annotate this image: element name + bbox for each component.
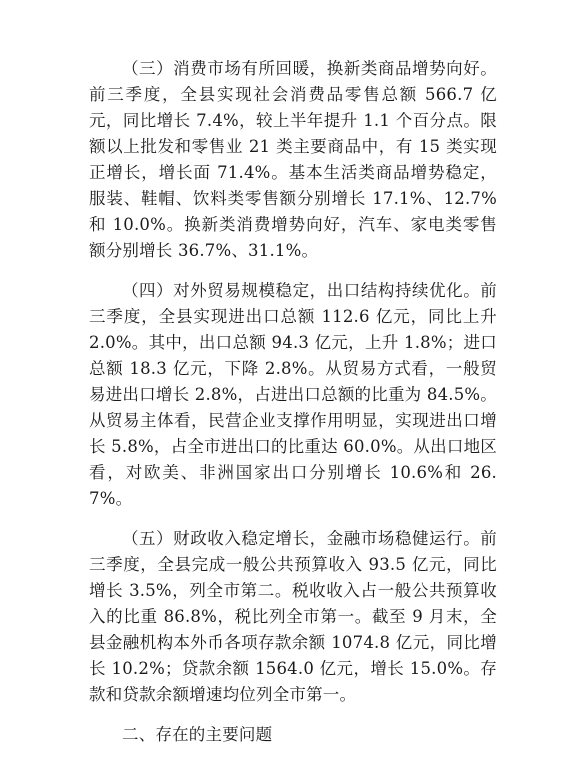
section-heading: 二、存在的主要问题: [122, 725, 273, 744]
paragraph-foreign-trade: （四）对外贸易规模稳定，出口结构持续优化。前三季度，全县实现进出口总额 112.6 亿元，同比上升 2.0%。其中，出口总额 94.3 亿元，上升 1.8%；进口总额 18.3 亿元，下降 2.8%。从贸易方式看，一般贸易进出口增长 2.8%，占进出口总额的比重为 84.5%。从贸易主体看，民营企业支撑作用明显，实现进出口增长 5.8%，占全市进出口的比重达 60.0%。从出口地区看，对欧美、非洲国家出口分别增长 10.6%和 26.7%。: [89, 281, 497, 508]
document-body: [89, 56, 497, 748]
paragraph-fiscal-finance: （五）财政收入稳定增长，金融市场稳健运行。前三季度，全县完成一般公共预算收入 93.5 亿元，同比增长 3.5%，列全市第二。税收收入占一般公共预算收入的比重 86.8%，税比列全市第一。截至 9 月末，全县金融机构本外币各项存款余额 1074.8 亿元，同比增长 10.2%；贷款余额 1564.0 亿元，增长 15.0%。存款和贷款余额增速均位列全市第一。: [89, 529, 497, 704]
paragraph-consumer-market: （三）消费市场有所回暖，换新类商品增势向好。前三季度，全县实现社会消费品零售总额 566.7 亿元，同比增长 7.4%，较上半年提升 1.1 个百分点。限额以上批发和零售业 21 类主要商品中，有 15 类实现正增长，增长面 71.4%。基本生活类商品增势稳定，服装、鞋帽、饮料类零售额分别增长 17.1%、12.7%和 10.0%。换新类消费增势向好，汽车、家电类零售额分别增长 36.7%、31.1%。: [89, 59, 497, 260]
